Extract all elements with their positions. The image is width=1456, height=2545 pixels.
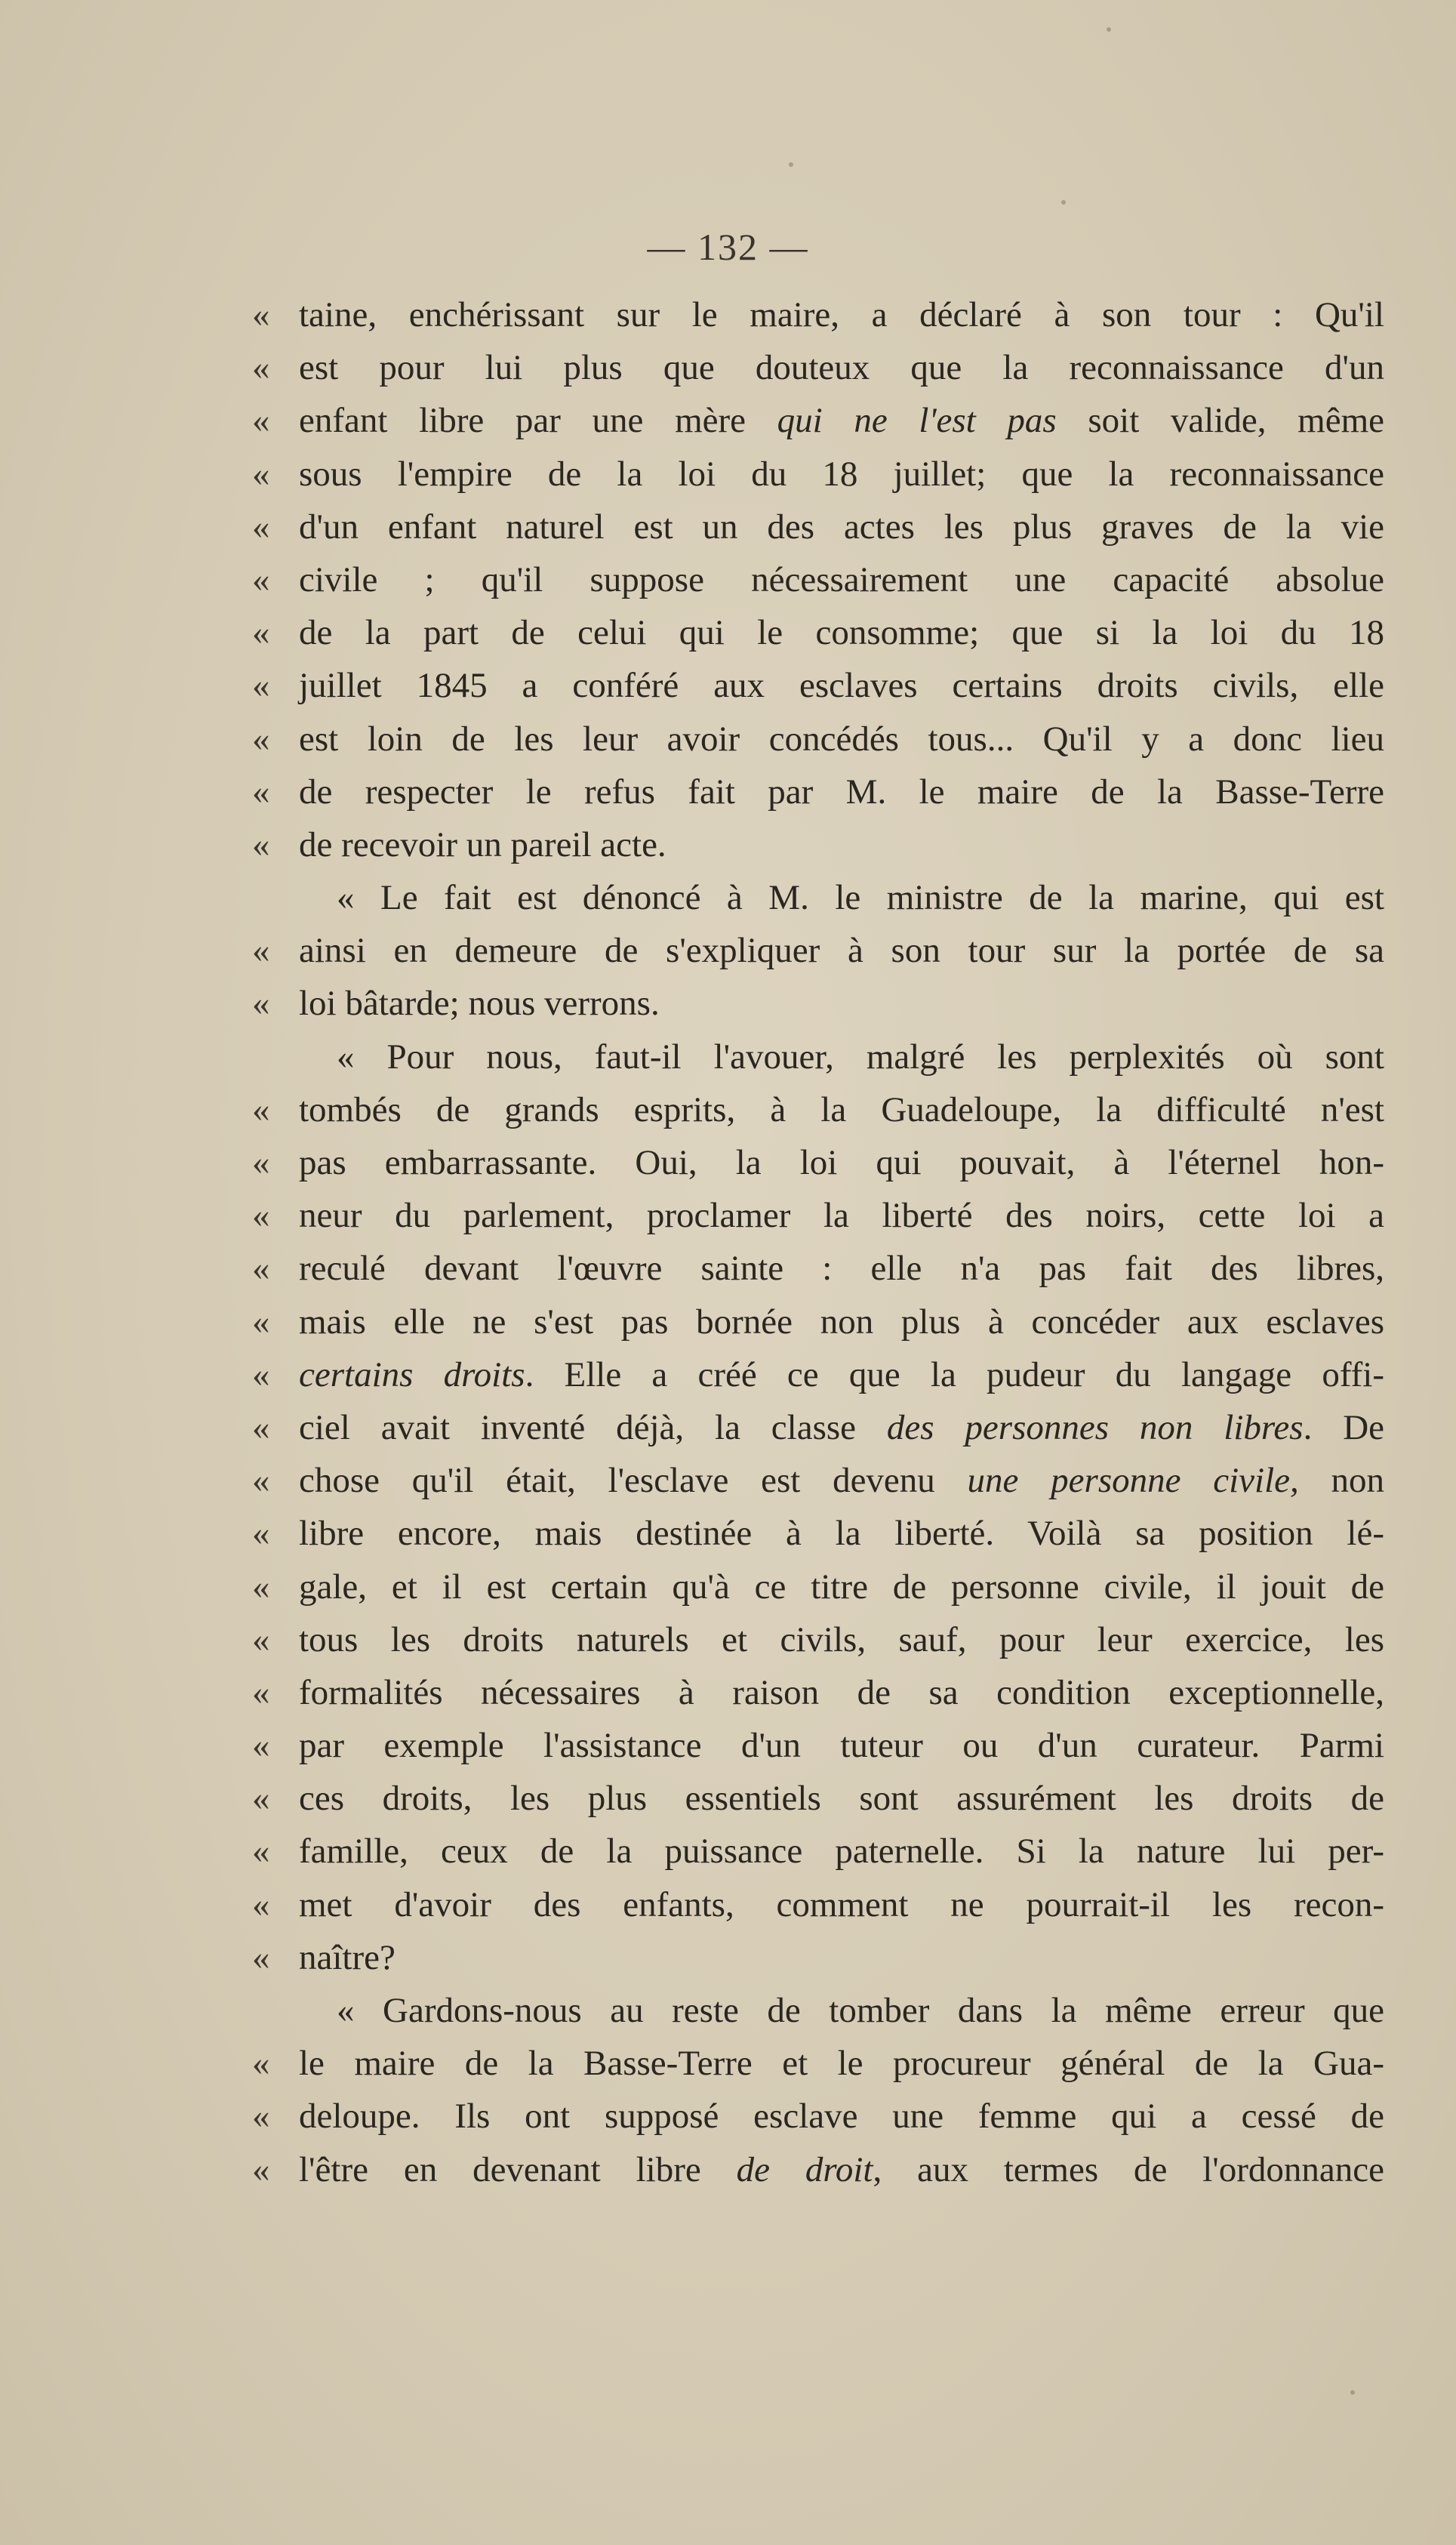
- text-line: [252, 553, 1384, 606]
- text-segment: reculé devant l'œuvre sainte : elle n'a pas fait des libres,: [299, 1249, 1384, 1289]
- page-number: — 132 —: [647, 226, 809, 268]
- text-line: [252, 1189, 1384, 1242]
- line-text: [299, 1878, 1384, 1931]
- text-segment: civile ; qu'il suppose nécessairement une capacité absolue: [299, 559, 1384, 599]
- text-segment: met d'avoir des enfants, comment ne pourrait-il les recon-: [299, 1884, 1384, 1924]
- quotation-mark: «: [252, 401, 270, 441]
- italic-text: une personne civile,: [967, 1461, 1299, 1501]
- text-line: [252, 394, 1384, 447]
- quotation-mark: «: [252, 559, 270, 599]
- quotation-mark: «: [252, 1514, 270, 1554]
- line-text: [299, 288, 1384, 341]
- quotation-mark: «: [252, 931, 270, 971]
- line-text: [299, 2143, 1384, 2196]
- line-text: [299, 2090, 1384, 2143]
- quotation-mark: «: [252, 1726, 270, 1766]
- quotation-mark: «: [252, 454, 270, 494]
- text-line: [252, 1296, 1384, 1348]
- text-line: [252, 1825, 1384, 1878]
- text-line: [252, 766, 1384, 818]
- text-line: [252, 977, 1384, 1030]
- quotation-mark: «: [252, 1249, 270, 1289]
- quotation-mark: «: [252, 2149, 270, 2189]
- text-segment: libre encore, mais destinée à la liberté. Voilà sa position lé-: [299, 1514, 1384, 1554]
- text-line: [252, 1507, 1384, 1560]
- paper-speck: [1061, 200, 1066, 205]
- text-line: [252, 448, 1384, 501]
- line-text: [299, 606, 1384, 659]
- line-text: [299, 448, 1384, 501]
- line-text: [299, 2037, 1384, 2090]
- text-line: [252, 1719, 1384, 1772]
- text-line: [252, 1454, 1384, 1507]
- text-line: [252, 659, 1384, 712]
- quotation-mark: «: [252, 1937, 270, 1977]
- line-text: [299, 924, 1384, 977]
- text-segment: est pour lui plus que douteux que la reconnaissance d'un: [299, 348, 1384, 388]
- text-segment: famille, ceux de la puissance paternelle. Si la nature lui per-: [299, 1832, 1384, 1872]
- quotation-mark: «: [252, 2097, 270, 2137]
- line-text: [299, 394, 1384, 447]
- text-line: [252, 924, 1384, 977]
- quotation-mark: «: [252, 507, 270, 547]
- text-segment: d'un enfant naturel est un des actes les plus graves de la vie: [299, 507, 1384, 547]
- text-line: [252, 1348, 1384, 1401]
- text-segment: ces droits, les plus essentiels sont assurément les droits de: [299, 1779, 1384, 1819]
- text-segment: non: [1298, 1461, 1385, 1501]
- paragraph-first-line: [252, 1984, 1384, 2037]
- quotation-mark: «: [252, 1089, 270, 1129]
- text-line: [252, 1136, 1384, 1189]
- text-segment: « Le fait est dénoncé à M. le ministre de la marine, qui est: [337, 878, 1384, 918]
- text-line: [252, 1772, 1384, 1825]
- text-line: [252, 341, 1384, 394]
- text-line: [252, 288, 1384, 341]
- text-segment: de la part de celui qui le consomme; que si la loi du 18: [299, 613, 1384, 653]
- quotation-mark: «: [252, 1407, 270, 1447]
- text-segment: par exemple l'assistance d'un tuteur ou d'un curateur. Parmi: [299, 1726, 1384, 1766]
- quotation-mark: «: [252, 719, 270, 759]
- text-line: [252, 1931, 1384, 1984]
- text-line: [252, 713, 1384, 766]
- text-segment: sous l'empire de la loi du 18 juillet; que la reconnaissance: [299, 454, 1384, 494]
- text-segment: ciel avait inventé déjà, la classe: [299, 1407, 887, 1447]
- text-segment: soit valide, même: [1056, 401, 1384, 441]
- text-segment: formalités nécessaires à raison de sa condition exceptionnelle,: [299, 1672, 1384, 1712]
- line-text: [299, 818, 1384, 871]
- text-line: [252, 1878, 1384, 1931]
- quotation-mark: «: [252, 1567, 270, 1607]
- text-segment: taine, enchérissant sur le maire, a déclaré à son tour : Qu'il: [299, 295, 1384, 334]
- line-text: [299, 1242, 1384, 1295]
- italic-text: de droit: [736, 2149, 873, 2189]
- paper-speck: [1350, 2390, 1355, 2395]
- quotation-mark: «: [252, 666, 270, 706]
- text-line: [252, 1242, 1384, 1295]
- text-segment: chose qu'il était, l'esclave est devenu: [299, 1461, 968, 1501]
- quotation-mark: «: [252, 1196, 270, 1236]
- text-segment: . Elle a créé ce que la pudeur du langage offi-: [525, 1354, 1384, 1394]
- text-segment: pas embarrassante. Oui, la loi qui pouvait, à l'éternel hon-: [299, 1143, 1384, 1182]
- quotation-mark: «: [252, 1143, 270, 1182]
- text-line: [252, 2143, 1384, 2196]
- text-segment: loi bâtarde; nous verrons.: [299, 984, 660, 1024]
- quotation-mark: «: [252, 1779, 270, 1819]
- line-text: [299, 1189, 1384, 1242]
- line-text: [299, 1348, 1384, 1401]
- line-text: [299, 1825, 1384, 1878]
- quotation-mark: «: [252, 348, 270, 388]
- text-line: [252, 1083, 1384, 1136]
- text-segment: deloupe. Ils ont supposé esclave une femme qui a cessé de: [299, 2097, 1384, 2137]
- line-text: [299, 341, 1384, 394]
- paper-speck: [1107, 27, 1111, 32]
- italic-text: qui ne l'est pas: [777, 401, 1057, 441]
- line-text: [337, 871, 1384, 924]
- text-segment: mais elle ne s'est pas bornée non plus à concéder aux esclaves: [299, 1302, 1384, 1342]
- line-text: [337, 1031, 1384, 1083]
- text-segment: de recevoir un pareil acte.: [299, 824, 666, 864]
- quotation-mark: «: [252, 1672, 270, 1712]
- line-text: [299, 713, 1384, 766]
- text-line: [252, 501, 1384, 553]
- line-text: [299, 766, 1384, 818]
- text-segment: ainsi en demeure de s'expliquer à son tour sur la portée de sa: [299, 931, 1384, 971]
- line-text: [299, 1136, 1384, 1189]
- line-text: [299, 1613, 1384, 1666]
- line-text: [299, 1401, 1384, 1454]
- text-segment: « Gardons-nous au reste de tomber dans la même erreur que: [337, 1991, 1384, 2030]
- text-segment: tous les droits naturels et civils, sauf, pour leur exercice, les: [299, 1619, 1384, 1659]
- line-text: [299, 1561, 1384, 1613]
- italic-text: certains droits: [299, 1354, 525, 1394]
- text-segment: de respecter le refus fait par M. le maire de la Basse-Terre: [299, 772, 1384, 812]
- line-text: [299, 1296, 1384, 1348]
- quotation-mark: «: [252, 984, 270, 1024]
- text-line: [252, 1561, 1384, 1613]
- text-line: [252, 606, 1384, 659]
- quotation-mark: «: [252, 772, 270, 812]
- line-text: [299, 1666, 1384, 1719]
- text-line: [252, 1613, 1384, 1666]
- quotation-mark: «: [252, 295, 270, 334]
- paragraph-first-line: [252, 871, 1384, 924]
- quotation-mark: «: [252, 2044, 270, 2084]
- italic-text: des personnes non libres: [886, 1407, 1304, 1447]
- quotation-mark: «: [252, 1619, 270, 1659]
- text-segment: neur du parlement, proclamer la liberté des noirs, cette loi a: [299, 1196, 1384, 1236]
- text-line: [252, 1666, 1384, 1719]
- text-segment: tombés de grands esprits, à la Guadeloupe, la difficulté n'est: [299, 1089, 1384, 1129]
- paper-speck: [789, 162, 793, 167]
- line-text: [299, 1454, 1384, 1507]
- quotation-mark: «: [252, 613, 270, 653]
- text-segment: l'être en devenant libre: [299, 2149, 737, 2189]
- quotation-mark: «: [252, 1461, 270, 1501]
- text-segment: enfant libre par une mère: [299, 401, 777, 441]
- quotation-mark: «: [252, 1354, 270, 1394]
- text-segment: « Pour nous, faut-il l'avouer, malgré les perplexités où sont: [337, 1037, 1384, 1077]
- text-line: [252, 1401, 1384, 1454]
- line-text: [299, 553, 1384, 606]
- text-line: [252, 2090, 1384, 2143]
- text-segment: est loin de les leur avoir concédés tous... Qu'il y a donc lieu: [299, 719, 1384, 759]
- text-line: [252, 818, 1384, 871]
- text-line: [252, 2037, 1384, 2090]
- line-text: [337, 1984, 1384, 2037]
- text-segment: juillet 1845 a conféré aux esclaves certains droits civils, elle: [299, 666, 1384, 706]
- quotation-mark: «: [252, 824, 270, 864]
- line-text: [299, 977, 1384, 1030]
- quotation-mark: «: [252, 1832, 270, 1872]
- text-segment: gale, et il est certain qu'à ce titre de personne civile, il jouit de: [299, 1567, 1384, 1607]
- text-segment: le maire de la Basse-Terre et le procureur général de la Gua-: [299, 2044, 1384, 2084]
- paragraph-first-line: [252, 1031, 1384, 1083]
- line-text: [299, 1931, 1384, 1984]
- text-segment: . De: [1303, 1407, 1384, 1447]
- line-text: [299, 1772, 1384, 1825]
- body-text: [252, 288, 1384, 2196]
- line-text: [299, 501, 1384, 553]
- line-text: [299, 1719, 1384, 1772]
- line-text: [299, 1507, 1384, 1560]
- line-text: [299, 659, 1384, 712]
- quotation-mark: «: [252, 1302, 270, 1342]
- line-text: [299, 1083, 1384, 1136]
- text-segment: naître?: [299, 1937, 396, 1977]
- text-segment: , aux termes de l'ordonnance: [873, 2149, 1385, 2189]
- quotation-mark: «: [252, 1884, 270, 1924]
